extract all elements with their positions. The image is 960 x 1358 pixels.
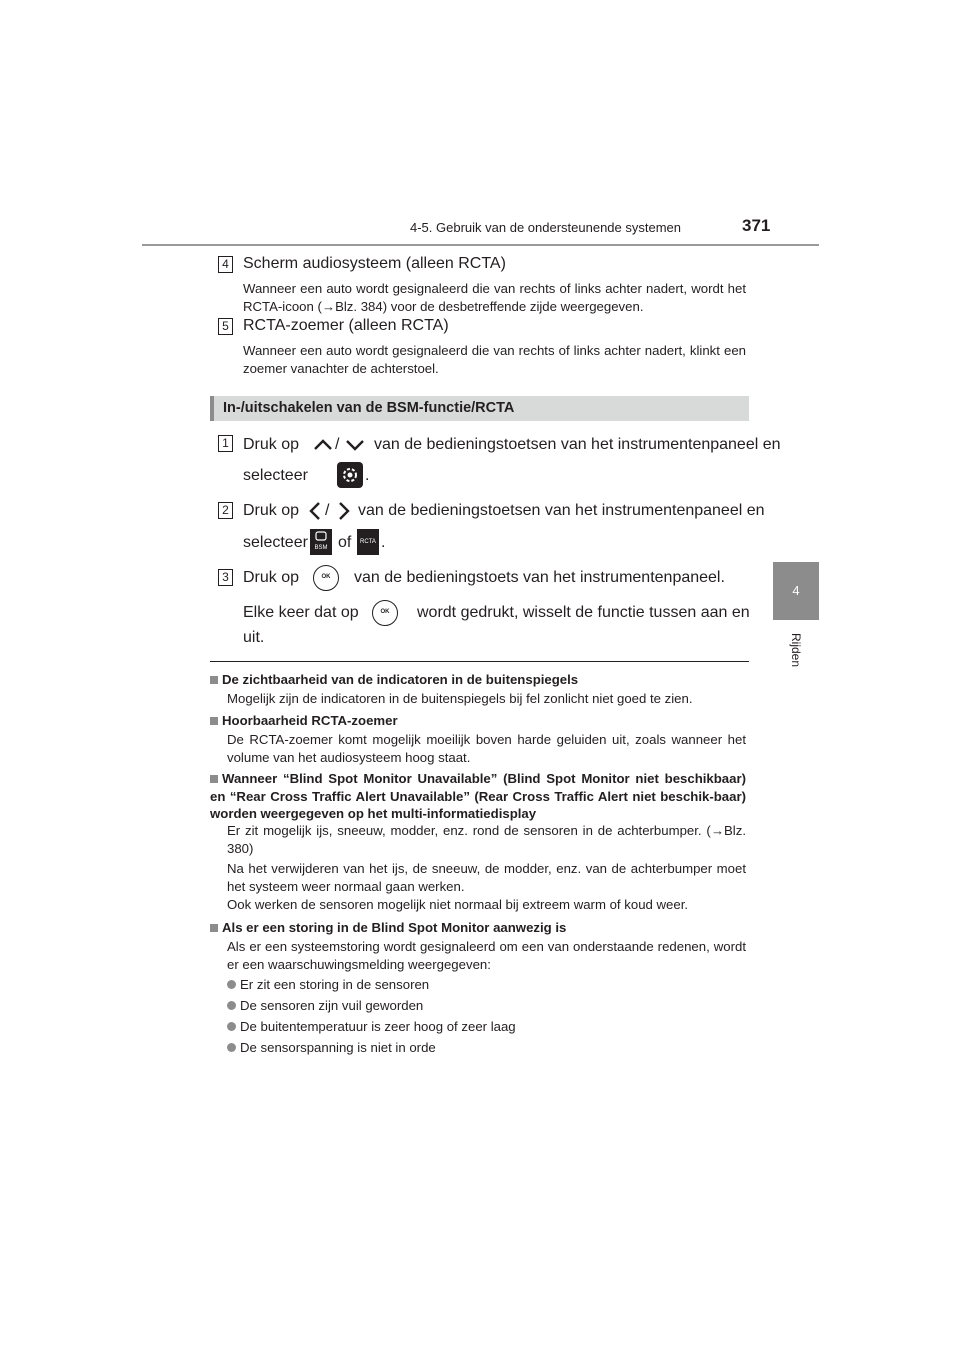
chapter-header: 4-5. Gebruik van de ondersteunende systemen [410, 220, 682, 235]
note-text-1: Mogelijk zijn de indicatoren in de buitenspiegels bij fel zonlicht niet goed te zien. [227, 691, 693, 706]
step-number-3: 3 [218, 569, 233, 586]
note-text-2: De RCTA-zoemer komt mogelijk moeilijk boven harde geluiden uit, zoals wanneer het volume van het audiosysteem hoog staat. [227, 732, 746, 765]
item-title-4: Scherm audiosysteem (alleen RCTA) [243, 255, 506, 272]
item-number-4: 4 [218, 256, 233, 273]
list-item: De sensorspanning is niet in orde [227, 1039, 436, 1057]
round-bullet-icon [227, 1001, 236, 1010]
chapter-tab: 4 [773, 562, 819, 620]
step1-text-d: . [365, 467, 370, 484]
chevron-down-icon [344, 437, 366, 453]
square-bullet-icon [210, 676, 218, 684]
header-divider [142, 244, 819, 246]
item-number-5: 5 [218, 318, 233, 335]
ok-button-icon: OK [313, 565, 339, 591]
step-number-2: 2 [218, 502, 233, 519]
square-bullet-icon [210, 775, 218, 783]
step2-text-c: selecteer [243, 534, 308, 551]
notes-divider [210, 661, 749, 662]
step2-text-a: Druk op [243, 502, 300, 519]
step3-text-e: uit. [243, 629, 265, 646]
round-bullet-icon [227, 1043, 236, 1052]
bsm-icon: BSM [310, 529, 332, 555]
chapter-tab-label: Rijden [789, 632, 803, 668]
step2-of: of [338, 534, 352, 551]
note-title-4: Als er een storing in de Blind Spot Monitor aanwezig is [210, 919, 566, 937]
note-text-4: Als er een systeemstoring wordt gesignaleerd om een van onderstaande redenen, wordt er een waarschuwingsmelding weergegeven: [227, 939, 746, 972]
step3-text-a: Druk op [243, 569, 300, 586]
page-number: 371 [742, 216, 771, 235]
note-title-1: De zichtbaarheid van de indicatoren in de buitenspiegels [210, 671, 578, 689]
note-title-2: Hoorbaarheid RCTA-zoemer [210, 712, 398, 730]
square-bullet-icon [210, 924, 218, 932]
step1-text-a: Druk op [243, 436, 300, 453]
ok-button-icon-2: OK [372, 600, 398, 626]
step2-text-b: van de bedieningstoetsen van het instrumentenpaneel en [358, 502, 765, 519]
note-title-3: Wanneer “Blind Spot Monitor Unavailable” (Blind Spot Monitor niet beschikbaar) en “Rear Cross Traffic Alert Unavailable” (Rear Cross Traffic Alert niet beschik-baar) worden weergegeven op het multi-informatiedisplay [210, 771, 746, 821]
item-title-5: RCTA-zoemer (alleen RCTA) [243, 317, 449, 334]
note-text-3a: Er zit mogelijk ijs, sneeuw, modder, enz. rond de sensoren in de achterbumper. (→Blz. 380) [227, 823, 746, 856]
chevron-up-icon [312, 437, 334, 453]
list-item: De buitentemperatuur is zeer hoog of zeer laag [227, 1018, 516, 1036]
list-item: Er zit een storing in de sensoren [227, 976, 429, 994]
section-heading: In-/uitschakelen van de BSM-functie/RCTA [210, 396, 749, 421]
item-body-4: Wanneer een auto wordt gesignaleerd die van rechts of links achter nadert, wordt het RCTA-icoon (→Blz. 384) voor de desbetreffende zijde weergegeven. [243, 281, 746, 314]
step3-text-d: wordt gedrukt, wisselt de functie tussen aan en [417, 604, 750, 621]
step2-sep: / [325, 502, 330, 519]
step3-text-c: Elke keer dat op [243, 604, 359, 621]
step1-text-c: selecteer [243, 467, 308, 484]
step-number-1: 1 [218, 435, 233, 452]
rcta-icon: RCTA [357, 529, 379, 555]
round-bullet-icon [227, 980, 236, 989]
step1-text-b: van de bedieningstoetsen van het instrumentenpaneel en [374, 436, 781, 453]
note-text-3c: Ook werken de sensoren mogelijk niet normaal bij extreem warm of koud weer. [227, 897, 689, 912]
note-text-3b: Na het verwijderen van het ijs, de sneeuw, de modder, enz. van de achterbumper moet het systeem weer normaal gaan werken. [227, 861, 746, 894]
step3-text-b: van de bedieningstoets van het instrumentenpaneel. [354, 569, 725, 586]
list-item: De sensoren zijn vuil geworden [227, 997, 423, 1015]
chevron-right-icon [336, 500, 352, 522]
gear-icon [337, 462, 363, 488]
square-bullet-icon [210, 717, 218, 725]
round-bullet-icon [227, 1022, 236, 1031]
step2-text-d: . [381, 534, 386, 551]
step1-sep: / [335, 436, 340, 453]
item-body-5: Wanneer een auto wordt gesignaleerd die van rechts of links achter nadert, klinkt een zoemer vanachter de achterstoel. [243, 343, 746, 376]
chevron-left-icon [307, 500, 323, 522]
